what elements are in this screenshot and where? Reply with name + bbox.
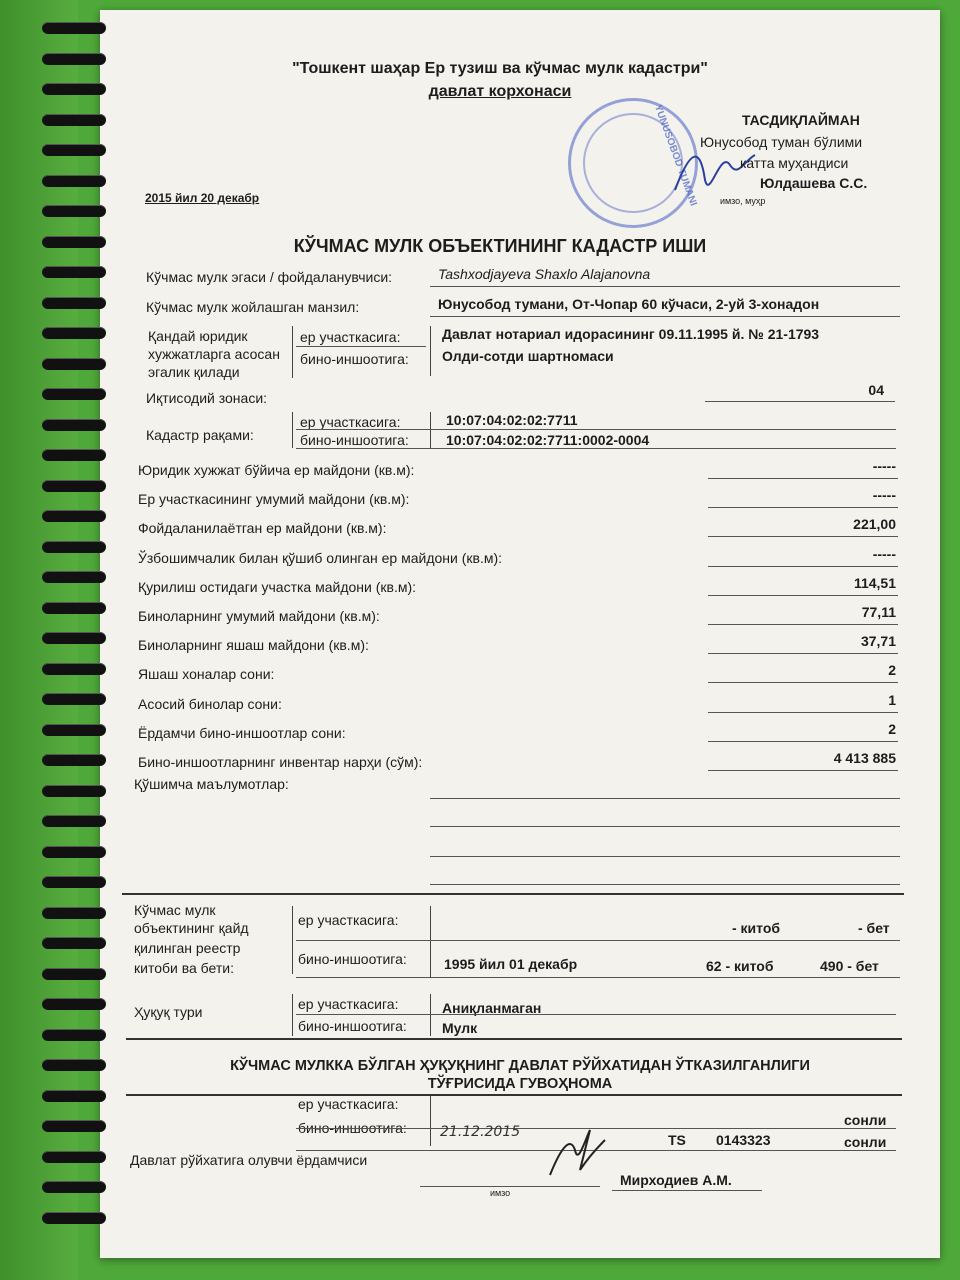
- cadastre-label: Кадастр рақами:: [146, 427, 254, 443]
- binding-ring: [42, 693, 106, 705]
- registry-divider-left: [292, 906, 293, 974]
- binding-ring: [42, 22, 106, 34]
- rights-land-label: ер участкасига:: [298, 996, 399, 1012]
- binding-ring: [42, 358, 106, 370]
- org-name-line2: давлат корхонаси: [428, 83, 572, 100]
- binding-ring: [42, 632, 106, 644]
- metric-underline: [708, 741, 898, 742]
- metric-label: Қурилиш остидаги участка майдони (кв.м):: [138, 578, 417, 595]
- rights-building-label: бино-иншоотига:: [298, 1018, 407, 1034]
- binding-ring: [42, 968, 106, 980]
- metric-value: 2: [888, 662, 896, 679]
- metric-label: Ўзбошимчалик билан қўшиб олинган ер майдони (кв.м):: [138, 549, 503, 566]
- certificate-building-date: 21.12.2015: [440, 1124, 521, 1140]
- signature-caption: имзо: [490, 1188, 511, 1198]
- binding-ring: [42, 724, 106, 736]
- document-title: КЎЧМАС МУЛК ОБЪЕКТИНИНГ КАДАСТР ИШИ: [293, 236, 707, 256]
- registry-divider-right: [430, 906, 431, 978]
- binding-ring: [42, 1120, 106, 1132]
- metric-underline: [708, 566, 898, 567]
- metric-label: Ёрдамчи бино-иншоотлар сони:: [138, 724, 346, 741]
- registry-building-page: 490 - бет: [820, 958, 879, 974]
- cadastre-bottom-line: [296, 448, 896, 449]
- zone-underline: [705, 401, 895, 402]
- basis-value-1: Давлат нотариал идорасининг 09.11.1995 й. № 21-1793: [442, 326, 820, 342]
- binding-ring: [42, 175, 106, 187]
- certificate-title-2: ТЎҒРИСИДА ГУВОҲНОМА: [427, 1076, 613, 1092]
- binding-ring: [42, 1090, 106, 1102]
- approval-line2: катта муҳандиси: [740, 155, 849, 171]
- basis-label-1: Қандай юридик: [148, 328, 248, 344]
- basis-divider-left: [292, 326, 293, 378]
- signature-line: [420, 1186, 600, 1187]
- binding-ring: [42, 1151, 106, 1163]
- extra-label: Қўшимча маълумотлар:: [134, 776, 289, 792]
- binding-ring: [42, 1059, 106, 1071]
- registry-label-4: китоби ва бети:: [134, 960, 234, 976]
- rights-mid-line: [296, 1014, 896, 1015]
- certificate-building-suffix: сонли: [844, 1134, 887, 1150]
- binding-ring: [42, 83, 106, 95]
- metric-label: Биноларнинг умумий майдони (кв.м):: [138, 608, 380, 624]
- binding-ring: [42, 388, 106, 400]
- cadastre-building-value: 10:07:04:02:02:7711:0002-0004: [446, 432, 650, 448]
- address-value: Юнусобод тумани, От-Чопар 60 кўчаси, 2-уй 3-хонадон: [438, 296, 820, 312]
- binding-ring: [42, 53, 106, 65]
- binding-ring: [42, 785, 106, 797]
- metric-value: -----: [872, 545, 896, 562]
- metric-label: Фойдаланилаётган ер майдони (кв.м):: [138, 520, 387, 537]
- metric-label: Яшаш хоналар сони:: [138, 666, 275, 683]
- assistant-label: Давлат рўйхатига олувчи ёрдамчиси: [130, 1152, 368, 1168]
- basis-value-2: Олди-сотди шартномаси: [442, 348, 614, 364]
- extra-line-4: [430, 884, 900, 885]
- binding-ring: [42, 541, 106, 553]
- certificate-land-suffix: сонли: [844, 1112, 887, 1128]
- cadastre-building-label: бино-иншоотига:: [300, 432, 409, 448]
- binding-ring: [42, 998, 106, 1010]
- metric-value: 37,71: [860, 633, 896, 650]
- binding-ring: [42, 144, 106, 156]
- metric-underline: [708, 478, 898, 479]
- certificate-land-label: ер участкасига:: [298, 1096, 399, 1112]
- cadastre-divider-right: [430, 412, 431, 448]
- basis-land-label: ер участкасига:: [300, 329, 401, 345]
- metric-value: 114,51: [853, 574, 896, 591]
- registry-building-book: 62 - китоб: [706, 958, 774, 974]
- assistant-signature: [540, 1120, 610, 1180]
- basis-divider-right: [430, 326, 431, 376]
- metric-value: -----: [872, 458, 896, 474]
- metric-value: 4 413 885: [833, 750, 896, 766]
- certificate-building-label: бино-иншоотига:: [298, 1120, 407, 1136]
- registry-land-page: - бет: [858, 920, 890, 936]
- rights-divider-left: [292, 994, 293, 1036]
- rights-building-value: Мулк: [442, 1020, 478, 1036]
- stamp-text: YUNUSOBOD TUMANI: [651, 103, 699, 208]
- basis-label-2: хужжатларга асосан: [148, 346, 280, 362]
- registry-label-3: қилинган реестр: [134, 940, 241, 956]
- metric-underline: [708, 536, 898, 537]
- approval-sign-caption: имзо, муҳр: [720, 196, 766, 206]
- assistant-name: Мирходиев А.М.: [620, 1172, 732, 1188]
- assistant-name-line: [612, 1190, 762, 1191]
- binding-ring: [42, 266, 106, 278]
- binding-ring: [42, 236, 106, 248]
- binding-ring: [42, 754, 106, 766]
- binding-ring: [42, 876, 106, 888]
- metric-value: 221,00: [853, 516, 896, 533]
- binding-ring: [42, 937, 106, 949]
- zone-value: 04: [868, 382, 884, 398]
- registry-land-book: - китоб: [732, 920, 781, 936]
- metric-value: -----: [872, 487, 896, 504]
- rights-label: Ҳуқуқ тури: [134, 1004, 203, 1020]
- cadastre-land-value: 10:07:04:02:02:7711: [446, 412, 578, 428]
- approval-line1: Юнусобод туман бўлими: [700, 134, 863, 150]
- certificate-top-line: [126, 1094, 902, 1096]
- approval-name: Юлдашева С.С.: [760, 175, 868, 191]
- metric-underline: [708, 595, 898, 596]
- extra-line-3: [430, 856, 900, 857]
- cadastre-mid-line: [296, 429, 896, 430]
- rights-bottom-line: [126, 1038, 902, 1040]
- approval-title: ТАСДИҚЛАЙМАН: [742, 112, 860, 128]
- binding-ring: [42, 449, 106, 461]
- metric-underline: [708, 507, 898, 508]
- owner-underline: [430, 286, 900, 287]
- binding-ring: [42, 1029, 106, 1041]
- metric-label: Юридик хужжат бўйича ер майдони (кв.м):: [138, 462, 415, 478]
- metric-value: 77,11: [861, 604, 896, 620]
- extra-line-2: [430, 826, 900, 827]
- registry-bottom-line: [296, 977, 900, 978]
- binding-ring: [42, 602, 106, 614]
- address-underline: [430, 316, 900, 317]
- org-name-line1: "Тошкент шаҳар Ер тузиш ва кўчмас мулк кадастри": [292, 60, 708, 77]
- zone-label: Иқтисодий зонаси:: [146, 390, 268, 406]
- binding-ring: [42, 571, 106, 583]
- basis-label-3: эгалик қилади: [148, 364, 240, 380]
- owner-label: Кўчмас мулк эгаси / фойдаланувчиси:: [146, 269, 393, 285]
- registry-top-line: [122, 893, 904, 895]
- binding-ring: [42, 297, 106, 309]
- owner-value: Tashxodjayeva Shaxlo Alajanovna: [438, 266, 651, 282]
- certificate-title-1: КЎЧМАС МУЛККА БЎЛГАН ҲУҚУҚНИНГ ДАВЛАТ РЎЙХАТИДАН ЎТКАЗИЛГАНЛИГИ: [230, 1058, 810, 1074]
- rights-land-value: Аниқланмаган: [442, 1000, 542, 1016]
- binding-ring: [42, 327, 106, 339]
- cadastre-land-label: ер участкасига:: [300, 414, 401, 430]
- binding-ring: [42, 907, 106, 919]
- binding-ring: [42, 846, 106, 858]
- binding-ring: [42, 419, 106, 431]
- certificate-divider: [430, 1096, 431, 1146]
- metric-label: Биноларнинг яшаш майдони (кв.м):: [138, 637, 369, 654]
- registry-building-date: 1995 йил 01 декабр: [444, 956, 578, 972]
- extra-line-1: [430, 798, 900, 799]
- rights-divider-right: [430, 994, 431, 1036]
- metric-label: Бино-иншоотларнинг инвентар нарҳи (сўм):: [138, 754, 423, 770]
- metric-value: 2: [888, 720, 896, 737]
- metric-label: Ер участкасининг умумий майдони (кв.м):: [138, 491, 410, 508]
- metric-underline: [708, 682, 898, 683]
- binding-ring: [42, 114, 106, 126]
- metric-underline: [708, 653, 898, 654]
- document-date: 2015 йил 20 декабр: [145, 191, 260, 205]
- basis-mid-line: [296, 346, 426, 347]
- binding-ring: [42, 510, 106, 522]
- metric-underline: [708, 624, 898, 625]
- binding-ring: [42, 205, 106, 217]
- metric-label: Асосий бинолар сони:: [138, 695, 282, 712]
- registry-building-label: бино-иншоотига:: [298, 951, 407, 967]
- binding-ring: [42, 1181, 106, 1193]
- registry-land-label: ер участкасига:: [298, 912, 399, 928]
- binding-ring: [42, 663, 106, 675]
- address-label: Кўчмас мулк жойлашган манзил:: [146, 299, 360, 315]
- metric-underline: [708, 712, 898, 713]
- binding-ring: [42, 1212, 106, 1224]
- binding-ring: [42, 480, 106, 492]
- basis-building-label: бино-иншоотига:: [300, 351, 409, 367]
- metric-value: 1: [888, 691, 896, 708]
- registry-label-2: объектининг қайд: [134, 920, 249, 936]
- metric-underline: [708, 770, 898, 771]
- binding-ring: [42, 815, 106, 827]
- registry-label-1: Кўчмас мулк: [134, 902, 216, 918]
- cadastre-divider-left: [292, 412, 293, 448]
- certificate-series: TS: [668, 1132, 686, 1148]
- certificate-number: 0143323: [716, 1132, 771, 1148]
- registry-mid-line: [296, 940, 900, 941]
